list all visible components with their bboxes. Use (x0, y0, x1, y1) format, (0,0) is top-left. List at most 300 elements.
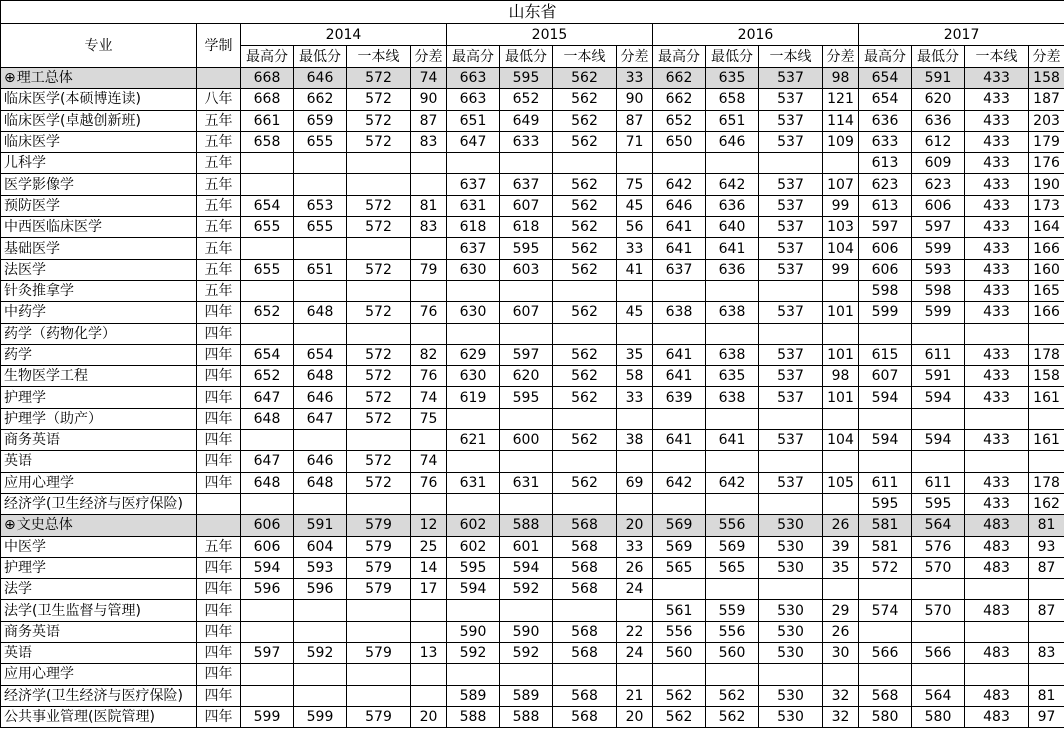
score-diff-cell-2017: 166 (1029, 302, 1064, 323)
col-header-line-2017: 一本线 (965, 46, 1029, 68)
score-diff-cell-2015 (617, 153, 653, 174)
score-diff-cell-2016: 107 (823, 174, 859, 195)
max-score-cell-2016 (653, 153, 706, 174)
max-score-cell-2014 (241, 323, 294, 344)
min-score-cell-2014 (294, 280, 347, 301)
cutoff-line-cell-2014: 572 (347, 387, 411, 408)
min-score-cell-2014 (294, 621, 347, 642)
score-diff-cell-2016: 98 (823, 68, 859, 89)
cutoff-line-cell-2016: 537 (759, 195, 823, 216)
max-score-cell-2016 (653, 280, 706, 301)
duration-cell: 五年 (197, 536, 241, 557)
min-score-cell-2017 (912, 408, 965, 429)
cutoff-line-cell-2014: 579 (347, 643, 411, 664)
score-diff-cell-2016 (823, 280, 859, 301)
cutoff-line-cell-2015: 562 (553, 259, 617, 280)
min-score-cell-2017: 598 (912, 280, 965, 301)
min-score-cell-2016: 642 (706, 174, 759, 195)
min-score-cell-2015: 652 (500, 89, 553, 110)
max-score-cell-2014: 652 (241, 366, 294, 387)
max-score-cell-2016: 642 (653, 472, 706, 493)
min-score-cell-2016: 562 (706, 706, 759, 727)
score-diff-cell-2014 (411, 280, 447, 301)
col-header-max-2017: 最高分 (859, 46, 912, 68)
min-score-cell-2016: 651 (706, 110, 759, 131)
expand-group-icon[interactable]: ⊕ (4, 517, 16, 534)
score-diff-cell-2016: 30 (823, 643, 859, 664)
major-cell: 法医学 (1, 259, 197, 280)
duration-cell: 五年 (197, 110, 241, 131)
min-score-cell-2014: 647 (294, 408, 347, 429)
col-header-line-2015: 一本线 (553, 46, 617, 68)
cutoff-line-cell-2014: 572 (347, 110, 411, 131)
max-score-cell-2014: 654 (241, 344, 294, 365)
col-header-min-2015: 最低分 (500, 46, 553, 68)
score-diff-cell-2016: 105 (823, 472, 859, 493)
duration-cell: 五年 (197, 195, 241, 216)
cutoff-line-cell-2016: 537 (759, 387, 823, 408)
max-score-cell-2014: 599 (241, 706, 294, 727)
min-score-cell-2015: 595 (500, 238, 553, 259)
cutoff-line-cell-2015: 562 (553, 238, 617, 259)
min-score-cell-2015: 601 (500, 536, 553, 557)
cutoff-line-cell-2016: 537 (759, 366, 823, 387)
score-diff-cell-2017: 161 (1029, 430, 1064, 451)
cutoff-line-cell-2016 (759, 323, 823, 344)
cutoff-line-cell-2014: 572 (347, 68, 411, 89)
score-diff-cell-2014: 25 (411, 536, 447, 557)
score-diff-cell-2016: 35 (823, 557, 859, 578)
max-score-cell-2016: 641 (653, 217, 706, 238)
min-score-cell-2016: 638 (706, 387, 759, 408)
cutoff-line-cell-2015: 562 (553, 430, 617, 451)
cutoff-line-cell-2015: 562 (553, 195, 617, 216)
max-score-cell-2017: 581 (859, 536, 912, 557)
cutoff-line-cell-2016 (759, 280, 823, 301)
score-diff-cell-2014: 76 (411, 472, 447, 493)
major-cell: 中医学 (1, 536, 197, 557)
cutoff-line-cell-2015: 562 (553, 174, 617, 195)
cutoff-line-cell-2015: 568 (553, 643, 617, 664)
table-row (1, 174, 1064, 195)
min-score-cell-2015 (500, 664, 553, 685)
major-cell: 临床医学 (1, 131, 197, 152)
cutoff-line-cell-2014: 572 (347, 366, 411, 387)
score-diff-cell-2017: 87 (1029, 600, 1064, 621)
score-diff-cell-2017: 81 (1029, 685, 1064, 706)
max-score-cell-2014 (241, 685, 294, 706)
score-diff-cell-2014: 20 (411, 706, 447, 727)
min-score-cell-2014: 648 (294, 302, 347, 323)
score-diff-cell-2016: 104 (823, 430, 859, 451)
max-score-cell-2016: 560 (653, 643, 706, 664)
cutoff-line-cell-2015: 562 (553, 366, 617, 387)
min-score-cell-2014 (294, 174, 347, 195)
max-score-cell-2017: 613 (859, 153, 912, 174)
cutoff-line-cell-2017: 433 (965, 238, 1029, 259)
cutoff-line-cell-2016: 530 (759, 536, 823, 557)
min-score-cell-2014: 648 (294, 472, 347, 493)
max-score-cell-2016: 641 (653, 366, 706, 387)
max-score-cell-2014: 597 (241, 643, 294, 664)
cutoff-line-cell-2016 (759, 451, 823, 472)
table-row (1, 131, 1064, 152)
min-score-cell-2016: 556 (706, 621, 759, 642)
score-diff-cell-2015 (617, 664, 653, 685)
table-row (1, 706, 1064, 727)
cutoff-line-cell-2016: 537 (759, 217, 823, 238)
score-diff-cell-2015: 26 (617, 557, 653, 578)
max-score-cell-2015 (447, 600, 500, 621)
max-score-cell-2016 (653, 579, 706, 600)
min-score-cell-2016 (706, 408, 759, 429)
cutoff-line-cell-2015: 562 (553, 68, 617, 89)
col-header-year-2015: 2015 (447, 24, 653, 46)
score-diff-cell-2015: 35 (617, 344, 653, 365)
min-score-cell-2017: 597 (912, 217, 965, 238)
min-score-cell-2015: 592 (500, 643, 553, 664)
min-score-cell-2016: 562 (706, 685, 759, 706)
max-score-cell-2016: 639 (653, 387, 706, 408)
score-diff-cell-2015 (617, 323, 653, 344)
min-score-cell-2015: 589 (500, 685, 553, 706)
score-diff-cell-2016 (823, 579, 859, 600)
score-diff-cell-2014 (411, 685, 447, 706)
score-diff-cell-2017: 83 (1029, 643, 1064, 664)
col-header-diff-2016: 分差 (823, 46, 859, 68)
table-row (1, 302, 1064, 323)
cutoff-line-cell-2017: 433 (965, 131, 1029, 152)
max-score-cell-2017: 568 (859, 685, 912, 706)
cutoff-line-cell-2016: 530 (759, 685, 823, 706)
col-header-diff-2015: 分差 (617, 46, 653, 68)
min-score-cell-2014 (294, 430, 347, 451)
score-diff-cell-2015: 22 (617, 621, 653, 642)
max-score-cell-2015: 630 (447, 259, 500, 280)
table-row (1, 430, 1064, 451)
major-cell: 儿科学 (1, 153, 197, 174)
cutoff-line-cell-2015: 562 (553, 344, 617, 365)
min-score-cell-2015: 595 (500, 387, 553, 408)
table-row (1, 217, 1064, 238)
min-score-cell-2016: 565 (706, 557, 759, 578)
min-score-cell-2016 (706, 579, 759, 600)
cutoff-line-cell-2017: 483 (965, 515, 1029, 536)
score-diff-cell-2014 (411, 664, 447, 685)
min-score-cell-2016: 641 (706, 430, 759, 451)
score-diff-cell-2014 (411, 621, 447, 642)
score-diff-cell-2014: 87 (411, 110, 447, 131)
major-cell: 基础医学 (1, 238, 197, 259)
cutoff-line-cell-2014: 579 (347, 515, 411, 536)
min-score-cell-2015 (500, 280, 553, 301)
max-score-cell-2014: 594 (241, 557, 294, 578)
major-cell: 临床医学(本硕博连读) (1, 89, 197, 110)
max-score-cell-2015: 663 (447, 89, 500, 110)
duration-cell: 五年 (197, 238, 241, 259)
min-score-cell-2015: 594 (500, 557, 553, 578)
min-score-cell-2017: 591 (912, 366, 965, 387)
score-diff-cell-2016: 114 (823, 110, 859, 131)
min-score-cell-2015: 588 (500, 515, 553, 536)
cutoff-line-cell-2014: 579 (347, 579, 411, 600)
major-cell (1, 515, 197, 536)
cutoff-line-cell-2014 (347, 664, 411, 685)
col-header-max-2014: 最高分 (241, 46, 294, 68)
score-diff-cell-2014: 76 (411, 302, 447, 323)
min-score-cell-2014 (294, 664, 347, 685)
min-score-cell-2017: 591 (912, 68, 965, 89)
max-score-cell-2015: 595 (447, 557, 500, 578)
max-score-cell-2017 (859, 664, 912, 685)
duration-cell: 五年 (197, 259, 241, 280)
min-score-cell-2016: 636 (706, 259, 759, 280)
duration-cell: 四年 (197, 579, 241, 600)
cutoff-line-cell-2016 (759, 664, 823, 685)
table-row (1, 195, 1064, 216)
cutoff-line-cell-2016: 530 (759, 557, 823, 578)
score-diff-cell-2015: 69 (617, 472, 653, 493)
score-diff-cell-2017: 158 (1029, 68, 1064, 89)
table-row (1, 472, 1064, 493)
col-header-line-2016: 一本线 (759, 46, 823, 68)
max-score-cell-2016: 565 (653, 557, 706, 578)
cutoff-line-cell-2014 (347, 621, 411, 642)
cutoff-line-cell-2016: 537 (759, 344, 823, 365)
min-score-cell-2015 (500, 153, 553, 174)
min-score-cell-2016 (706, 493, 759, 514)
max-score-cell-2017: 581 (859, 515, 912, 536)
cutoff-line-cell-2014 (347, 600, 411, 621)
max-score-cell-2017: 594 (859, 430, 912, 451)
min-score-cell-2014: 646 (294, 451, 347, 472)
cutoff-line-cell-2015: 562 (553, 110, 617, 131)
cutoff-line-cell-2017: 433 (965, 366, 1029, 387)
min-score-cell-2015: 631 (500, 472, 553, 493)
min-score-cell-2017: 564 (912, 515, 965, 536)
score-diff-cell-2016: 26 (823, 621, 859, 642)
duration-cell: 四年 (197, 472, 241, 493)
score-diff-cell-2016: 109 (823, 131, 859, 152)
max-score-cell-2015: 594 (447, 579, 500, 600)
score-diff-cell-2015: 24 (617, 579, 653, 600)
cutoff-line-cell-2014: 579 (347, 706, 411, 727)
cutoff-line-cell-2015: 568 (553, 536, 617, 557)
min-score-cell-2015 (500, 408, 553, 429)
max-score-cell-2017: 654 (859, 68, 912, 89)
min-score-cell-2015: 590 (500, 621, 553, 642)
min-score-cell-2014: 654 (294, 344, 347, 365)
score-diff-cell-2017: 166 (1029, 238, 1064, 259)
major-cell: 法学(卫生监督与管理) (1, 600, 197, 621)
cutoff-line-cell-2015 (553, 408, 617, 429)
cutoff-line-cell-2016 (759, 153, 823, 174)
min-score-cell-2017: 593 (912, 259, 965, 280)
min-score-cell-2015 (500, 600, 553, 621)
max-score-cell-2015: 619 (447, 387, 500, 408)
cutoff-line-cell-2017 (965, 451, 1029, 472)
min-score-cell-2014: 591 (294, 515, 347, 536)
max-score-cell-2014: 655 (241, 259, 294, 280)
major-cell: 护理学 (1, 557, 197, 578)
cutoff-line-cell-2014: 572 (347, 408, 411, 429)
duration-cell: 四年 (197, 557, 241, 578)
max-score-cell-2015 (447, 280, 500, 301)
max-score-cell-2017: 566 (859, 643, 912, 664)
max-score-cell-2015: 637 (447, 238, 500, 259)
min-score-cell-2017: 594 (912, 430, 965, 451)
min-score-cell-2016 (706, 664, 759, 685)
score-diff-cell-2014 (411, 153, 447, 174)
max-score-cell-2016: 646 (653, 195, 706, 216)
duration-cell: 四年 (197, 366, 241, 387)
min-score-cell-2015: 649 (500, 110, 553, 131)
col-header-max-2015: 最高分 (447, 46, 500, 68)
min-score-cell-2017 (912, 323, 965, 344)
max-score-cell-2017: 580 (859, 706, 912, 727)
max-score-cell-2014 (241, 621, 294, 642)
max-score-cell-2016: 562 (653, 685, 706, 706)
score-diff-cell-2017 (1029, 408, 1064, 429)
duration-cell: 四年 (197, 387, 241, 408)
table-row (1, 110, 1064, 131)
score-diff-cell-2017 (1029, 323, 1064, 344)
cutoff-line-cell-2016: 530 (759, 643, 823, 664)
score-diff-cell-2015 (617, 408, 653, 429)
cutoff-line-cell-2014: 572 (347, 302, 411, 323)
min-score-cell-2016 (706, 280, 759, 301)
min-score-cell-2014: 593 (294, 557, 347, 578)
score-diff-cell-2014: 13 (411, 643, 447, 664)
table-title: 山东省 (1, 1, 1064, 24)
cutoff-line-cell-2016: 537 (759, 89, 823, 110)
max-score-cell-2016: 662 (653, 68, 706, 89)
summary-row (1, 515, 1064, 536)
score-diff-cell-2014: 75 (411, 408, 447, 429)
max-score-cell-2017: 606 (859, 238, 912, 259)
cutoff-line-cell-2015 (553, 451, 617, 472)
min-score-cell-2014 (294, 493, 347, 514)
expand-group-icon[interactable]: ⊕ (4, 70, 16, 87)
cutoff-line-cell-2016 (759, 408, 823, 429)
major-cell: 英语 (1, 643, 197, 664)
max-score-cell-2017: 654 (859, 89, 912, 110)
cutoff-line-cell-2017: 483 (965, 706, 1029, 727)
cutoff-line-cell-2014: 572 (347, 259, 411, 280)
max-score-cell-2015 (447, 493, 500, 514)
col-header-diff-2017: 分差 (1029, 46, 1064, 68)
max-score-cell-2014: 654 (241, 195, 294, 216)
table-row (1, 344, 1064, 365)
cutoff-line-cell-2015 (553, 323, 617, 344)
cutoff-line-cell-2014: 572 (347, 472, 411, 493)
min-score-cell-2017: 599 (912, 238, 965, 259)
min-score-cell-2014 (294, 600, 347, 621)
min-score-cell-2017: 636 (912, 110, 965, 131)
max-score-cell-2017: 599 (859, 302, 912, 323)
max-score-cell-2015 (447, 664, 500, 685)
major-cell: 商务英语 (1, 621, 197, 642)
score-diff-cell-2015: 71 (617, 131, 653, 152)
max-score-cell-2017: 594 (859, 387, 912, 408)
table-row (1, 259, 1064, 280)
score-diff-cell-2016 (823, 153, 859, 174)
score-diff-cell-2017: 164 (1029, 217, 1064, 238)
duration-cell: 五年 (197, 153, 241, 174)
cutoff-line-cell-2014 (347, 323, 411, 344)
max-score-cell-2016: 652 (653, 110, 706, 131)
score-diff-cell-2015: 20 (617, 706, 653, 727)
min-score-cell-2015: 600 (500, 430, 553, 451)
min-score-cell-2017: 576 (912, 536, 965, 557)
duration-cell: 八年 (197, 89, 241, 110)
score-diff-cell-2017: 173 (1029, 195, 1064, 216)
cutoff-line-cell-2015: 568 (553, 579, 617, 600)
max-score-cell-2014: 655 (241, 217, 294, 238)
max-score-cell-2017 (859, 621, 912, 642)
max-score-cell-2017 (859, 323, 912, 344)
cutoff-line-cell-2014: 572 (347, 451, 411, 472)
min-score-cell-2015: 592 (500, 579, 553, 600)
max-score-cell-2017: 611 (859, 472, 912, 493)
summary-label: 文史总体 (16, 517, 73, 534)
min-score-cell-2017: 611 (912, 472, 965, 493)
max-score-cell-2014 (241, 664, 294, 685)
max-score-cell-2016: 642 (653, 174, 706, 195)
max-score-cell-2015: 592 (447, 643, 500, 664)
min-score-cell-2017: 611 (912, 344, 965, 365)
cutoff-line-cell-2016: 537 (759, 131, 823, 152)
min-score-cell-2017: 566 (912, 643, 965, 664)
max-score-cell-2014 (241, 600, 294, 621)
score-diff-cell-2016 (823, 408, 859, 429)
min-score-cell-2015: 597 (500, 344, 553, 365)
max-score-cell-2016 (653, 323, 706, 344)
max-score-cell-2014: 652 (241, 302, 294, 323)
cutoff-line-cell-2016: 530 (759, 621, 823, 642)
max-score-cell-2016: 569 (653, 515, 706, 536)
max-score-cell-2016 (653, 664, 706, 685)
min-score-cell-2014: 653 (294, 195, 347, 216)
min-score-cell-2015: 637 (500, 174, 553, 195)
col-header-line-2014: 一本线 (347, 46, 411, 68)
max-score-cell-2015: 630 (447, 366, 500, 387)
cutoff-line-cell-2015: 562 (553, 131, 617, 152)
score-diff-cell-2017: 158 (1029, 366, 1064, 387)
cutoff-line-cell-2016 (759, 579, 823, 600)
min-score-cell-2016: 646 (706, 131, 759, 152)
score-diff-cell-2016: 101 (823, 344, 859, 365)
score-diff-cell-2017: 203 (1029, 110, 1064, 131)
cutoff-line-cell-2016: 530 (759, 706, 823, 727)
score-diff-cell-2017: 160 (1029, 259, 1064, 280)
score-diff-cell-2017 (1029, 451, 1064, 472)
max-score-cell-2015 (447, 451, 500, 472)
cutoff-line-cell-2014 (347, 493, 411, 514)
max-score-cell-2016: 561 (653, 600, 706, 621)
score-diff-cell-2015: 56 (617, 217, 653, 238)
col-header-year-2014: 2014 (241, 24, 447, 46)
duration-cell: 四年 (197, 600, 241, 621)
min-score-cell-2014: 599 (294, 706, 347, 727)
min-score-cell-2014 (294, 323, 347, 344)
min-score-cell-2015: 595 (500, 68, 553, 89)
summary-row (1, 68, 1064, 89)
score-diff-cell-2015: 33 (617, 387, 653, 408)
max-score-cell-2014 (241, 174, 294, 195)
score-diff-cell-2016: 101 (823, 302, 859, 323)
cutoff-line-cell-2014: 572 (347, 131, 411, 152)
